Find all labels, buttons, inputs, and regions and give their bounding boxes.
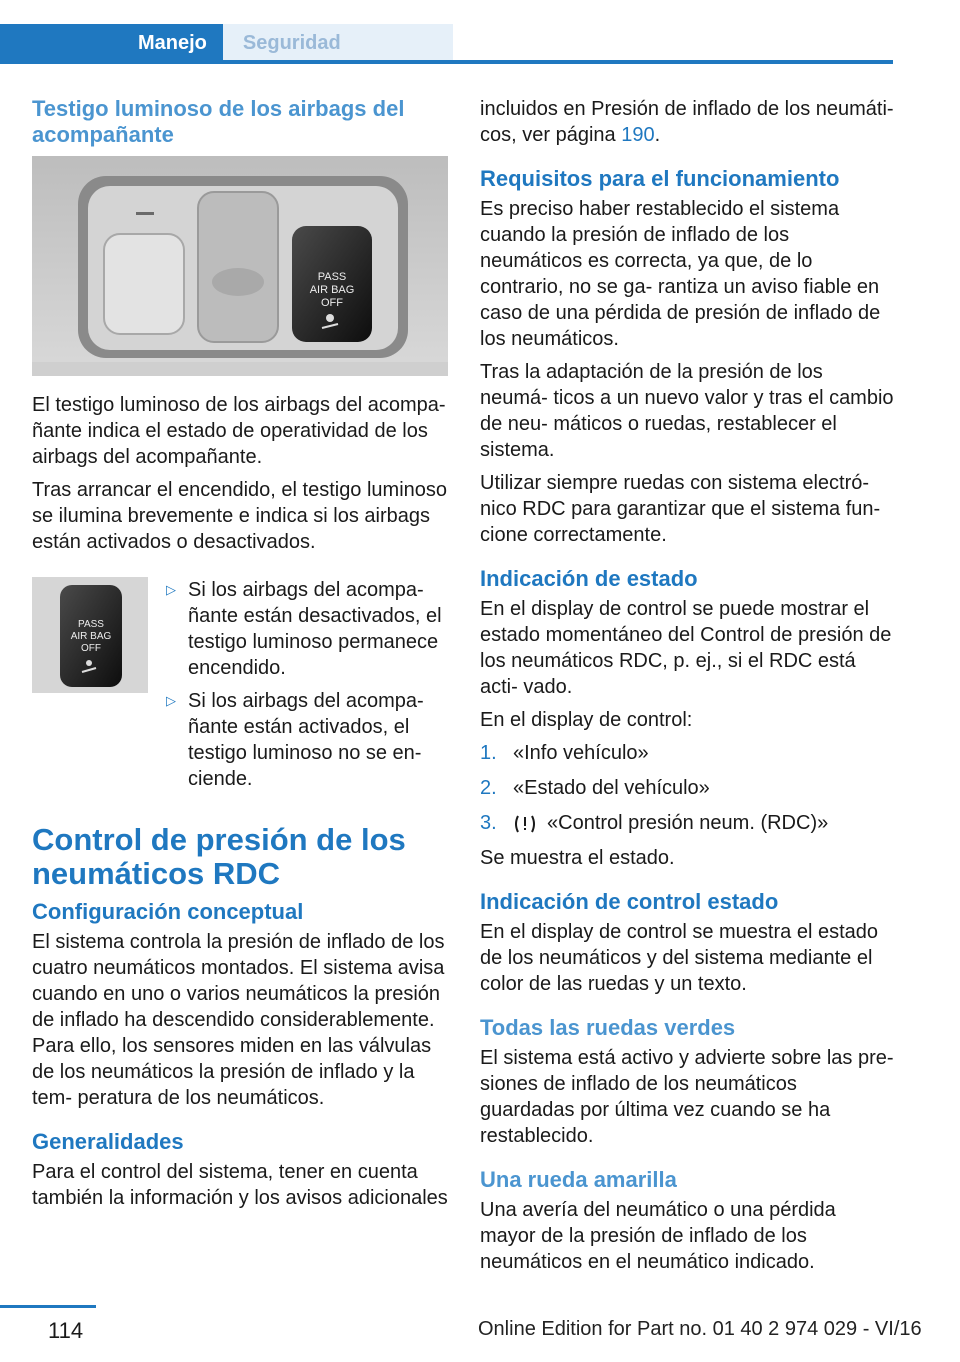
heading-configuration: Configuración conceptual (32, 899, 304, 924)
paragraph-rdc-wheels: Utilizar siempre ruedas con sistema electró‐ nico RDC para garantizar que el sistema fun‐ cione correctamente. (480, 472, 881, 546)
triangle-bullet-icon: ▷ (166, 693, 176, 708)
tab-seguridad[interactable]: Seguridad (223, 24, 453, 62)
indicator-state-list (166, 577, 448, 799)
thumb-label-off: OFF (81, 643, 101, 654)
page-number: 114 (48, 1318, 84, 1343)
paragraph-continued (480, 96, 896, 148)
paragraph-reset-after-change: Tras la adaptación de la presión de los neumá‐ ticos a un nuevo valor y tras el cambio de neu‐ máticos o ruedas, restablecer el sistema. (480, 361, 894, 461)
paragraph-ignition-behaviour: Tras arrancar el encendido, el testigo luminoso se ilumina brevemente e indica si los airbags están activados o desactivados. (32, 479, 448, 553)
paragraph-all-green: El sistema está activo y advierte sobre las pre‐ siones de inflado de los neumáticos guardadas por última vez cuando se ha restablecido. (480, 1047, 894, 1147)
step-text[interactable]: «Estado del vehículo» (513, 777, 710, 799)
heading-passenger-airbag-light: Testigo luminoso de los airbags del acompañante (32, 96, 405, 147)
thumb-label-pass: PASS (78, 619, 104, 630)
paragraph-control-display: En el display de control: (480, 709, 693, 731)
photo-label-off: OFF (321, 297, 343, 309)
heading-general: Generalidades (32, 1129, 184, 1154)
step-number: 1. (480, 742, 497, 764)
list-item (480, 810, 896, 836)
paragraph-status-display: En el display de control se puede mostrar el estado momentáneo del Control de presión de los neumáticos RDC, p. ej., si el RDC está acti‐ vado. (480, 598, 892, 698)
page-link-190[interactable]: 190 (621, 124, 655, 146)
paragraph-status-shown: Se muestra el estado. (480, 847, 675, 869)
heading-status-display: Indicación de estado (480, 566, 698, 591)
bullet-text-deactivated: Si los airbags del acompa‐ ñante están desactivados, el testigo luminoso permanece encendido. (188, 579, 442, 679)
airbag-panel-illustration (32, 156, 448, 376)
airbag-switch-photo (32, 156, 448, 376)
paragraph-reset-requirement: Es preciso haber restablecido el sistema cuando la presión de inflado de los neumáticos es correcta, ya que, de lo contrario, no se ga‐ rantiza un aviso fiable en caso de una pérdida de presión de inflado de los neumáticos. (480, 198, 881, 350)
step-number: 3. (480, 812, 497, 834)
tire-pressure-warning-icon (513, 813, 537, 835)
paragraph-general-notes: Para el control del sistema, tener en cuenta también la información y los avisos adicionales (32, 1161, 448, 1209)
photo-label-airbag: AIR BAG (309, 284, 355, 296)
step-text[interactable]: «Info vehículo» (513, 742, 649, 764)
menu-steps-list (480, 740, 896, 836)
heading-rdc: Control de presión de los neumáticos RDC (32, 822, 406, 891)
list-item (480, 775, 896, 801)
list-item (480, 740, 896, 766)
tab-spacer (0, 24, 122, 62)
paragraph-indicator-description: El testigo luminoso de los airbags del acompa‐ ñante indica el estado de operatividad de los airbags del acompañante. (32, 394, 446, 468)
edition-info: Online Edition for Part no. 01 40 2 974 029 - VI/16 (478, 1318, 922, 1340)
heading-control-status: Indicación de control estado (480, 889, 779, 914)
thumb-label-airbag: AIR BAG (70, 631, 112, 642)
heading-requirements: Requisitos para el funcionamiento (480, 166, 840, 191)
airbag-off-indicator-icon (32, 577, 148, 693)
triangle-bullet-icon: ▷ (166, 582, 176, 597)
bullet-text-activated: Si los airbags del acompa‐ ñante están activados, el testigo luminoso no se en‐ ciende. (188, 690, 424, 790)
heading-all-green: Todas las ruedas verdes (480, 1015, 736, 1040)
heading-one-yellow: Una rueda amarilla (480, 1167, 677, 1192)
left-column (32, 96, 448, 1218)
photo-label-pass: PASS (317, 271, 347, 283)
header-rule (0, 60, 893, 64)
step-number: 2. (480, 777, 497, 799)
right-column (480, 96, 896, 1282)
paragraph-control-status: En el display de control se muestra el estado de los neumáticos y del sistema mediante el color de las ruedas y un texto. (480, 921, 878, 995)
chapter-tabs (0, 24, 453, 62)
paragraph-one-yellow: Una avería del neumático o una pérdida mayor de la presión de inflado de los neumáticos en el neumático indicado. (480, 1199, 836, 1273)
paragraph-system-monitoring: El sistema controla la presión de inflado de los cuatro neumáticos montados. El sistema avisa cuando en uno o varios neumáticos la presión de inflado ha descendido considerablemente. Para ello, los sensores miden en las válvulas de los neumáticos la presión de inflado y la tem‐ peratura de los neumáticos. (32, 931, 445, 1109)
footer-rule (0, 1305, 96, 1308)
list-item (166, 688, 448, 792)
list-item (166, 577, 448, 681)
step-text-with-icon[interactable] (513, 810, 828, 836)
airbag-off-indicator-thumbnail (32, 577, 148, 693)
continued-end: . (654, 124, 661, 146)
step-label: «Control presión neum. (RDC)» (547, 812, 829, 834)
indicator-block (32, 577, 448, 799)
tab-manejo[interactable]: Manejo (122, 24, 223, 62)
continued-text: incluidos en Presión de inflado de los neumáti‐ cos, ver página (480, 98, 894, 146)
